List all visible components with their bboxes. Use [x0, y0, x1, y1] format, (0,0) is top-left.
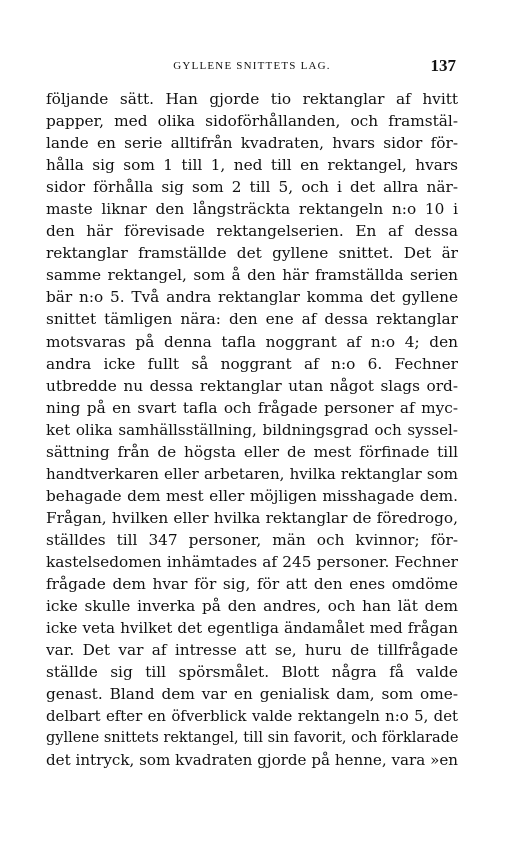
text-line: Frågan, hvilken eller hvilka rektanglar de föredrogo,	[46, 508, 458, 527]
text-line: maste liknar den långsträckta rektangeln n:o 10 i	[46, 200, 458, 219]
running-head	[46, 56, 458, 78]
text-line: frågade dem hvar för sig, för att den enes omdöme	[46, 575, 458, 594]
text-line: motsvaras på denna tafla noggrant af n:o 4; den	[46, 332, 458, 351]
text-line: ställde sig till spörsmålet. Blott några få valde	[46, 663, 458, 682]
text-line: snittet tämligen nära: den ene af dessa rektanglar	[46, 310, 458, 329]
text-line: hålla sig som 1 till 1, ned till en rektangel, hvars	[46, 156, 458, 175]
page-number: 137	[430, 56, 456, 75]
text-line: behagade dem mest eller möjligen misshagade dem.	[46, 486, 458, 505]
text-line: ket olika samhällsställning, bildningsgrad och syssel-	[46, 420, 458, 439]
text-line: gyllene snittets rektangel, till sin favorit, och förklarade	[46, 730, 458, 747]
text-line: delbart efter en öfverblick valde rektangeln n:o 5, det	[46, 707, 458, 726]
text-line: utbredde nu dessa rektanglar utan något slags ord-	[46, 376, 458, 395]
text-line: rektanglar framställde det gyllene snittet. Det är	[46, 244, 458, 263]
text-line: ställdes till 347 personer, män och kvinnor; för-	[46, 530, 458, 549]
text-line: den här förevisade rektangelserien. En af dessa	[46, 222, 458, 241]
text-line: följande sätt. Han gjorde tio rektanglar af hvitt	[46, 90, 458, 108]
text-line: var. Det var af intresse att se, huru de tillfrågade	[46, 641, 458, 660]
text-line: icke veta hvilket det egentliga ändamålet med frågan	[46, 619, 458, 638]
text-line: lande en serie alltifrån kvadraten, hvars sidor för-	[46, 134, 458, 153]
text-line: icke skulle inverka på den andres, och han lät dem	[46, 597, 458, 616]
text-line: handtverkaren eller arbetaren, hvilka rektanglar som	[46, 464, 458, 483]
body-text	[46, 88, 458, 771]
text-line: kastelsedomen inhämtades af 245 personer. Fechner	[46, 552, 458, 571]
text-line: andra icke fullt så noggrant af n:o 6. Fechner	[46, 354, 458, 373]
text-line: genast. Bland dem var en genialisk dam, som ome-	[46, 685, 458, 704]
running-head-title: GYLLENE SNITTETS LAG.	[173, 60, 331, 72]
text-line: papper, med olika sidoförhållanden, och framstäl-	[46, 112, 458, 131]
text-line: det intryck, som kvadraten gjorde på henne, vara »en	[46, 751, 458, 770]
text-line: sidor förhålla sig som 2 till 5, och i det allra när-	[46, 178, 458, 197]
text-line: sättning från de högsta eller de mest förfinade till	[46, 442, 458, 461]
text-line: bär n:o 5. Två andra rektanglar komma det gyllene	[46, 288, 458, 307]
text-line: samme rektangel, som å den här framställda serien	[46, 266, 458, 285]
text-line: ning på en svart tafla och frågade personer af myc-	[46, 398, 458, 417]
